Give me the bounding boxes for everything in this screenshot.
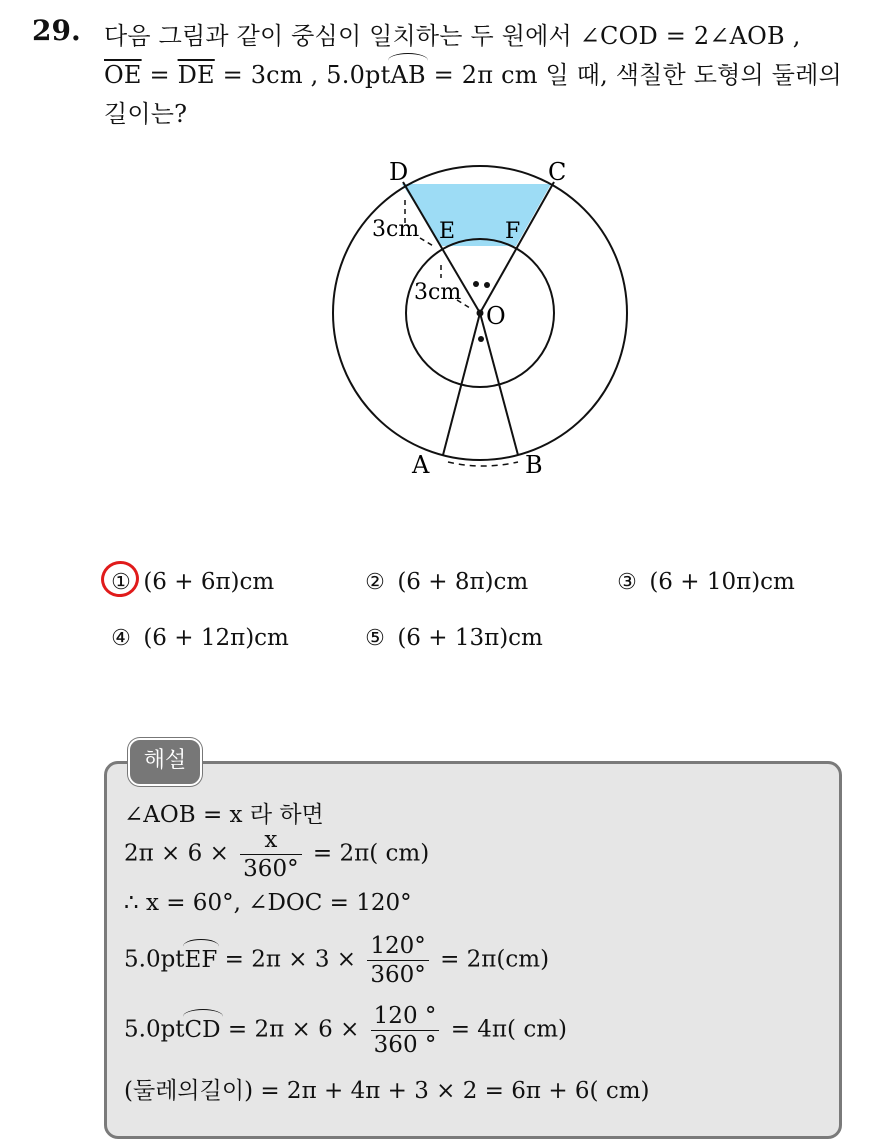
- choice-1-text: (6 + 6π)cm: [143, 569, 275, 595]
- solution-l4-pre: 5.0pt: [124, 946, 185, 973]
- angle-dot-3: [478, 336, 484, 342]
- center-point: [477, 310, 484, 317]
- label-outer-length: 3cm: [372, 217, 420, 242]
- choice-5-mark: ⑤: [365, 626, 385, 651]
- angle-dot-2: [484, 282, 490, 288]
- solution-line-4: [124, 932, 549, 989]
- choice-2-mark: ②: [365, 570, 385, 595]
- choice-5[interactable]: [360, 625, 543, 651]
- angle-dot-1: [473, 281, 479, 287]
- solution-line-1: ∠AOB = x 라 하면: [124, 802, 324, 828]
- choice-3[interactable]: [612, 569, 795, 595]
- radius-oa: [443, 313, 480, 455]
- choice-5-text: (6 + 13π)cm: [397, 625, 543, 651]
- arc-ab-dimension: [448, 462, 518, 466]
- arc-ab: AB: [390, 61, 426, 89]
- radius-ob: [480, 313, 518, 455]
- label-o: O: [486, 302, 506, 330]
- label-a: A: [412, 451, 430, 479]
- label-e: E: [439, 219, 456, 244]
- solution-l5-mid: = 2π × 6 ×: [220, 1016, 360, 1043]
- choice-1-mark: ①: [111, 570, 131, 595]
- choice-2-text: (6 + 8π)cm: [397, 569, 529, 595]
- solution-line-2: [124, 826, 429, 883]
- question-line-3: 길이는?: [104, 100, 188, 128]
- solution-line-6: (둘레의길이) = 2π + 4π + 3 × 2 = 6π + 6( cm): [124, 1078, 650, 1104]
- solution-l5-pre: 5.0pt: [124, 1016, 185, 1043]
- label-inner-length: 3cm: [414, 280, 462, 305]
- arc-cd: CD: [184, 1016, 221, 1043]
- choice-4-text: (6 + 12π)cm: [143, 625, 289, 651]
- label-f: F: [505, 219, 521, 244]
- solution-l4-fraction: [367, 932, 428, 989]
- choice-3-mark: ③: [617, 570, 637, 595]
- question-length: = 3cm , 5.0pt: [214, 61, 391, 89]
- question-eq: =: [141, 61, 178, 89]
- solution-l4-post: = 2π(cm): [440, 946, 550, 973]
- segment-de: $\overline{DE}$: [177, 61, 215, 89]
- solution-l5-fraction: [371, 1002, 440, 1059]
- solution-l2-num: x: [240, 826, 301, 855]
- solution-tab: 해설: [128, 738, 202, 786]
- question-line-2: [104, 55, 842, 90]
- solution-l4-den: 360°: [370, 962, 426, 988]
- label-c: C: [548, 158, 567, 186]
- solution-l2-fraction: [240, 826, 301, 883]
- solution-line-3: ∴ x = 60°, ∠DOC = 120°: [124, 890, 412, 916]
- label-d: D: [389, 158, 409, 186]
- shaded-region: [402, 184, 551, 246]
- solution-l4-mid: = 2π × 3 ×: [217, 946, 357, 973]
- segment-oe: $\overline{OE}$: [104, 61, 142, 89]
- solution-l4-num: 120°: [367, 932, 428, 961]
- label-b: B: [525, 451, 543, 479]
- choice-3-text: (6 + 10π)cm: [649, 569, 795, 595]
- choice-1[interactable]: [106, 569, 274, 595]
- solution-l5-num: 120 °: [371, 1002, 440, 1031]
- question-number: 29.: [32, 14, 81, 47]
- solution-l5-post: = 4π( cm): [450, 1016, 567, 1043]
- concentric-circles-figure: [310, 150, 650, 495]
- solution-l2-pre: 2π × 6 ×: [124, 840, 229, 867]
- arc-ef: EF: [184, 946, 218, 973]
- choice-4-mark: ④: [111, 626, 131, 651]
- question-line-1: 다음 그림과 같이 중심이 일치하는 두 원에서 ∠COD = 2∠AOB ,: [104, 22, 801, 50]
- solution-l5-den: 360 °: [373, 1032, 437, 1058]
- dim-de-2: [420, 238, 435, 247]
- choice-4[interactable]: [106, 625, 289, 651]
- solution-l2-den: 360°: [243, 856, 299, 882]
- solution-l2-post: = 2π( cm): [312, 840, 430, 867]
- question-tail: = 2π cm 일 때, 색칠한 도형의 둘레의: [425, 61, 842, 89]
- choice-2[interactable]: [360, 569, 528, 595]
- solution-line-5: [124, 1002, 567, 1059]
